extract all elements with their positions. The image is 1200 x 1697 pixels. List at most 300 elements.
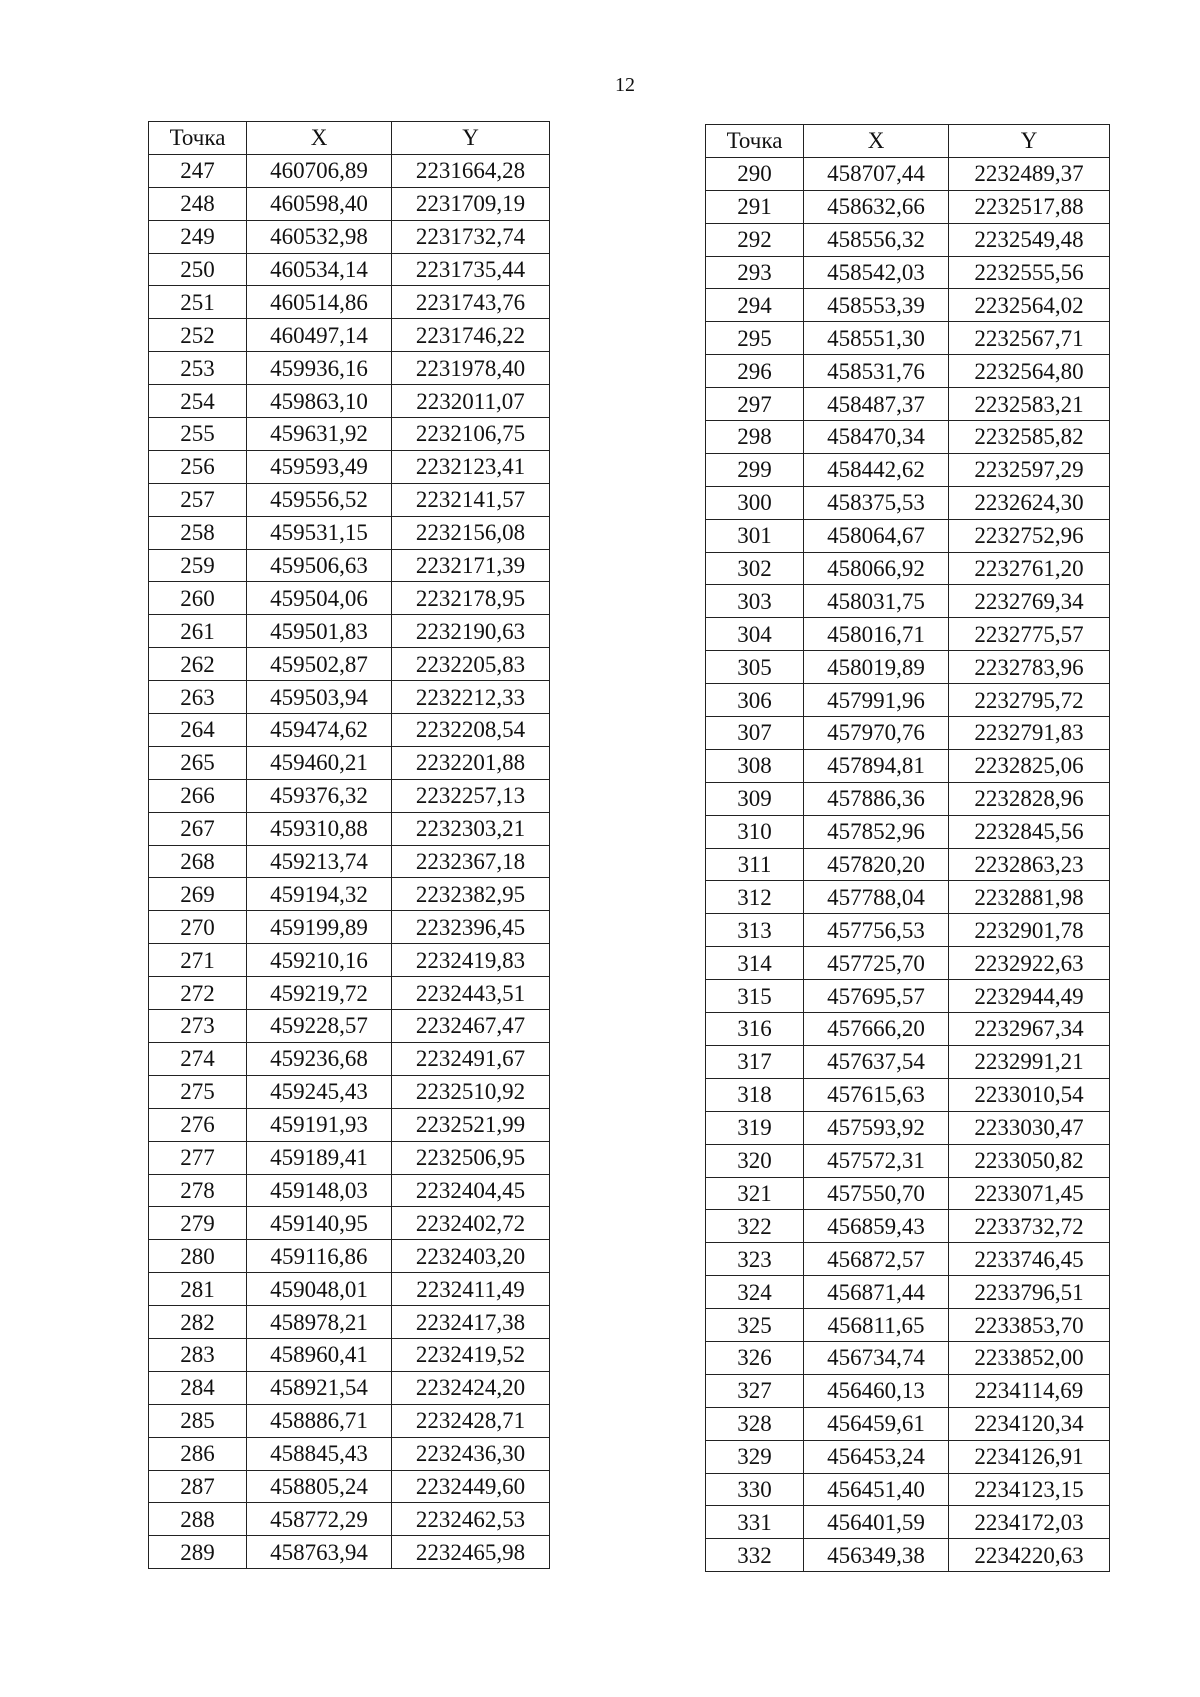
point-number: 285 <box>149 1404 247 1437</box>
table-row <box>706 618 1110 651</box>
table-row <box>706 1440 1110 1473</box>
x-coordinate: 459194,32 <box>247 878 392 911</box>
table-row <box>706 1539 1110 1572</box>
y-coordinate: 2232521,99 <box>392 1108 550 1141</box>
table-row <box>706 848 1110 881</box>
point-number: 248 <box>149 187 247 220</box>
x-coordinate: 459460,21 <box>247 746 392 779</box>
y-coordinate: 2232567,71 <box>949 322 1110 355</box>
point-number: 272 <box>149 977 247 1010</box>
x-coordinate: 457572,31 <box>804 1144 949 1177</box>
point-number: 304 <box>706 618 804 651</box>
x-coordinate: 460514,86 <box>247 286 392 319</box>
y-coordinate: 2232303,21 <box>392 812 550 845</box>
y-coordinate: 2232624,30 <box>949 486 1110 519</box>
y-coordinate: 2231743,76 <box>392 286 550 319</box>
table-row <box>706 388 1110 421</box>
table-row <box>706 651 1110 684</box>
y-coordinate: 2233010,54 <box>949 1078 1110 1111</box>
x-coordinate: 458031,75 <box>804 585 949 618</box>
x-coordinate: 456872,57 <box>804 1243 949 1276</box>
y-coordinate: 2232205,83 <box>392 648 550 681</box>
table-row <box>149 1174 550 1207</box>
x-coordinate: 459376,32 <box>247 779 392 812</box>
x-coordinate: 459310,88 <box>247 812 392 845</box>
table-row <box>706 717 1110 750</box>
point-number: 309 <box>706 782 804 815</box>
point-number: 266 <box>149 779 247 812</box>
y-coordinate: 2232845,56 <box>949 815 1110 848</box>
table-row <box>149 1503 550 1536</box>
table-row <box>149 1010 550 1043</box>
x-coordinate: 459502,87 <box>247 648 392 681</box>
y-coordinate: 2232443,51 <box>392 977 550 1010</box>
x-coordinate: 459556,52 <box>247 483 392 516</box>
x-coordinate: 458921,54 <box>247 1371 392 1404</box>
point-number: 249 <box>149 220 247 253</box>
point-number: 281 <box>149 1273 247 1306</box>
table-row <box>149 845 550 878</box>
x-coordinate: 457637,54 <box>804 1045 949 1078</box>
point-number: 322 <box>706 1210 804 1243</box>
table-row <box>706 157 1110 190</box>
point-number: 300 <box>706 486 804 519</box>
x-coordinate: 458763,94 <box>247 1536 392 1569</box>
y-coordinate: 2232783,96 <box>949 651 1110 684</box>
point-number: 296 <box>706 355 804 388</box>
table-row <box>706 1177 1110 1210</box>
point-number: 279 <box>149 1207 247 1240</box>
x-coordinate: 457886,36 <box>804 782 949 815</box>
x-coordinate: 460532,98 <box>247 220 392 253</box>
table-row <box>149 516 550 549</box>
table-row <box>706 1045 1110 1078</box>
y-coordinate: 2233746,45 <box>949 1243 1110 1276</box>
point-number: 282 <box>149 1306 247 1339</box>
point-number: 271 <box>149 944 247 977</box>
table-row <box>706 552 1110 585</box>
y-coordinate: 2231978,40 <box>392 352 550 385</box>
point-number: 319 <box>706 1111 804 1144</box>
y-coordinate: 2232257,13 <box>392 779 550 812</box>
header-x: X <box>247 122 392 155</box>
point-number: 255 <box>149 418 247 451</box>
y-coordinate: 2232564,80 <box>949 355 1110 388</box>
table-row <box>706 749 1110 782</box>
x-coordinate: 458375,53 <box>804 486 949 519</box>
table-row <box>706 881 1110 914</box>
y-coordinate: 2233853,70 <box>949 1309 1110 1342</box>
table-row <box>149 1536 550 1569</box>
point-number: 321 <box>706 1177 804 1210</box>
x-coordinate: 459245,43 <box>247 1075 392 1108</box>
x-coordinate: 459474,62 <box>247 714 392 747</box>
y-coordinate: 2232212,33 <box>392 681 550 714</box>
point-number: 259 <box>149 549 247 582</box>
table-row <box>149 352 550 385</box>
table-row <box>706 947 1110 980</box>
point-number: 299 <box>706 453 804 486</box>
point-number: 311 <box>706 848 804 881</box>
table-row <box>149 1470 550 1503</box>
table-row <box>706 1341 1110 1374</box>
table-row <box>149 1437 550 1470</box>
x-coordinate: 456453,24 <box>804 1440 949 1473</box>
table-row <box>706 190 1110 223</box>
y-coordinate: 2233050,82 <box>949 1144 1110 1177</box>
point-number: 323 <box>706 1243 804 1276</box>
x-coordinate: 458531,76 <box>804 355 949 388</box>
table-row <box>149 812 550 845</box>
x-coordinate: 459631,92 <box>247 418 392 451</box>
point-number: 267 <box>149 812 247 845</box>
point-number: 292 <box>706 223 804 256</box>
x-coordinate: 459504,06 <box>247 582 392 615</box>
x-coordinate: 457593,92 <box>804 1111 949 1144</box>
x-coordinate: 456811,65 <box>804 1309 949 1342</box>
y-coordinate: 2232208,54 <box>392 714 550 747</box>
table-row <box>149 1371 550 1404</box>
x-coordinate: 459116,86 <box>247 1240 392 1273</box>
point-number: 278 <box>149 1174 247 1207</box>
table-row <box>706 1013 1110 1046</box>
x-coordinate: 459506,63 <box>247 549 392 582</box>
x-coordinate: 459863,10 <box>247 385 392 418</box>
point-number: 270 <box>149 911 247 944</box>
header-point: Точка <box>149 122 247 155</box>
x-coordinate: 459189,41 <box>247 1141 392 1174</box>
table-row <box>706 421 1110 454</box>
x-coordinate: 458064,67 <box>804 519 949 552</box>
y-coordinate: 2233030,47 <box>949 1111 1110 1144</box>
table-row <box>149 648 550 681</box>
y-coordinate: 2232419,52 <box>392 1338 550 1371</box>
table-row <box>149 582 550 615</box>
x-coordinate: 456349,38 <box>804 1539 949 1572</box>
point-number: 330 <box>706 1473 804 1506</box>
x-coordinate: 460706,89 <box>247 154 392 187</box>
point-number: 320 <box>706 1144 804 1177</box>
x-coordinate: 458805,24 <box>247 1470 392 1503</box>
point-number: 283 <box>149 1338 247 1371</box>
x-coordinate: 456451,40 <box>804 1473 949 1506</box>
y-coordinate: 2232825,06 <box>949 749 1110 782</box>
point-number: 303 <box>706 585 804 618</box>
table-row <box>706 355 1110 388</box>
y-coordinate: 2232944,49 <box>949 980 1110 1013</box>
y-coordinate: 2233732,72 <box>949 1210 1110 1243</box>
y-coordinate: 2232585,82 <box>949 421 1110 454</box>
y-coordinate: 2232011,07 <box>392 385 550 418</box>
x-coordinate: 459936,16 <box>247 352 392 385</box>
table-row <box>149 319 550 352</box>
x-coordinate: 458066,92 <box>804 552 949 585</box>
y-coordinate: 2232178,95 <box>392 582 550 615</box>
x-coordinate: 458556,32 <box>804 223 949 256</box>
point-number: 287 <box>149 1470 247 1503</box>
table-row <box>149 1141 550 1174</box>
table-row <box>706 1407 1110 1440</box>
y-coordinate: 2232881,98 <box>949 881 1110 914</box>
table-row <box>706 1506 1110 1539</box>
y-coordinate: 2232171,39 <box>392 549 550 582</box>
table-row <box>706 1473 1110 1506</box>
x-coordinate: 456401,59 <box>804 1506 949 1539</box>
table-row <box>149 1338 550 1371</box>
x-coordinate: 456859,43 <box>804 1210 949 1243</box>
x-coordinate: 458470,34 <box>804 421 949 454</box>
x-coordinate: 459148,03 <box>247 1174 392 1207</box>
x-coordinate: 457991,96 <box>804 684 949 717</box>
header-x: X <box>804 125 949 158</box>
table-row <box>706 1078 1110 1111</box>
table-body <box>706 157 1110 1571</box>
x-coordinate: 457550,70 <box>804 1177 949 1210</box>
point-number: 314 <box>706 947 804 980</box>
y-coordinate: 2234220,63 <box>949 1539 1110 1572</box>
y-coordinate: 2232752,96 <box>949 519 1110 552</box>
x-coordinate: 458707,44 <box>804 157 949 190</box>
point-number: 273 <box>149 1010 247 1043</box>
table-row <box>706 1243 1110 1276</box>
y-coordinate: 2232156,08 <box>392 516 550 549</box>
point-number: 305 <box>706 651 804 684</box>
y-coordinate: 2232403,20 <box>392 1240 550 1273</box>
x-coordinate: 457852,96 <box>804 815 949 848</box>
y-coordinate: 2232106,75 <box>392 418 550 451</box>
point-number: 291 <box>706 190 804 223</box>
x-coordinate: 457894,81 <box>804 749 949 782</box>
table-row <box>149 220 550 253</box>
table-row <box>706 815 1110 848</box>
table-row <box>706 289 1110 322</box>
point-number: 275 <box>149 1075 247 1108</box>
x-coordinate: 456460,13 <box>804 1374 949 1407</box>
y-coordinate: 2232517,88 <box>949 190 1110 223</box>
y-coordinate: 2231732,74 <box>392 220 550 253</box>
y-coordinate: 2232828,96 <box>949 782 1110 815</box>
table-row <box>149 1404 550 1437</box>
y-coordinate: 2232791,83 <box>949 717 1110 750</box>
table-row <box>149 1075 550 1108</box>
point-number: 310 <box>706 815 804 848</box>
y-coordinate: 2232510,92 <box>392 1075 550 1108</box>
point-number: 256 <box>149 450 247 483</box>
table-row <box>149 549 550 582</box>
y-coordinate: 2232761,20 <box>949 552 1110 585</box>
point-number: 284 <box>149 1371 247 1404</box>
table-row <box>149 483 550 516</box>
x-coordinate: 459191,93 <box>247 1108 392 1141</box>
point-number: 326 <box>706 1341 804 1374</box>
point-number: 295 <box>706 322 804 355</box>
x-coordinate: 458487,37 <box>804 388 949 421</box>
table-row <box>149 911 550 944</box>
table-row <box>149 187 550 220</box>
x-coordinate: 459503,94 <box>247 681 392 714</box>
point-number: 329 <box>706 1440 804 1473</box>
table-row <box>706 1111 1110 1144</box>
y-coordinate: 2232428,71 <box>392 1404 550 1437</box>
x-coordinate: 458542,03 <box>804 256 949 289</box>
table-row <box>706 486 1110 519</box>
point-number: 254 <box>149 385 247 418</box>
point-number: 289 <box>149 1536 247 1569</box>
table-row <box>149 1207 550 1240</box>
x-coordinate: 459219,72 <box>247 977 392 1010</box>
x-coordinate: 457695,57 <box>804 980 949 1013</box>
point-number: 280 <box>149 1240 247 1273</box>
table-header-row <box>706 125 1110 158</box>
point-number: 257 <box>149 483 247 516</box>
point-number: 317 <box>706 1045 804 1078</box>
table-row <box>706 256 1110 289</box>
point-number: 307 <box>706 717 804 750</box>
x-coordinate: 458632,66 <box>804 190 949 223</box>
point-number: 290 <box>706 157 804 190</box>
y-coordinate: 2233852,00 <box>949 1341 1110 1374</box>
x-coordinate: 457725,70 <box>804 947 949 980</box>
table-row <box>149 746 550 779</box>
table-row <box>706 519 1110 552</box>
x-coordinate: 458772,29 <box>247 1503 392 1536</box>
y-coordinate: 2232123,41 <box>392 450 550 483</box>
y-coordinate: 2232863,23 <box>949 848 1110 881</box>
x-coordinate: 459210,16 <box>247 944 392 977</box>
point-number: 247 <box>149 154 247 187</box>
x-coordinate: 459048,01 <box>247 1273 392 1306</box>
y-coordinate: 2233071,45 <box>949 1177 1110 1210</box>
point-number: 298 <box>706 421 804 454</box>
point-number: 293 <box>706 256 804 289</box>
table-row <box>149 681 550 714</box>
coordinates-table-right <box>705 124 1110 1572</box>
header-y: Y <box>949 125 1110 158</box>
x-coordinate: 459140,95 <box>247 1207 392 1240</box>
x-coordinate: 459213,74 <box>247 845 392 878</box>
y-coordinate: 2232967,34 <box>949 1013 1110 1046</box>
table-row <box>706 1374 1110 1407</box>
x-coordinate: 457970,76 <box>804 717 949 750</box>
point-number: 315 <box>706 980 804 1013</box>
y-coordinate: 2232367,18 <box>392 845 550 878</box>
table-row <box>149 1042 550 1075</box>
header-y: Y <box>392 122 550 155</box>
point-number: 260 <box>149 582 247 615</box>
y-coordinate: 2232549,48 <box>949 223 1110 256</box>
table-row <box>706 322 1110 355</box>
y-coordinate: 2232382,95 <box>392 878 550 911</box>
table-row <box>149 1240 550 1273</box>
x-coordinate: 458886,71 <box>247 1404 392 1437</box>
y-coordinate: 2232404,45 <box>392 1174 550 1207</box>
y-coordinate: 2232449,60 <box>392 1470 550 1503</box>
x-coordinate: 459236,68 <box>247 1042 392 1075</box>
y-coordinate: 2232506,95 <box>392 1141 550 1174</box>
point-number: 251 <box>149 286 247 319</box>
point-number: 318 <box>706 1078 804 1111</box>
page-number: 12 <box>615 74 635 96</box>
y-coordinate: 2232462,53 <box>392 1503 550 1536</box>
point-number: 261 <box>149 615 247 648</box>
table-row <box>149 878 550 911</box>
y-coordinate: 2232419,83 <box>392 944 550 977</box>
point-number: 252 <box>149 319 247 352</box>
y-coordinate: 2232564,02 <box>949 289 1110 322</box>
table-row <box>149 385 550 418</box>
table-row <box>706 223 1110 256</box>
point-number: 288 <box>149 1503 247 1536</box>
point-number: 301 <box>706 519 804 552</box>
table-row <box>706 1309 1110 1342</box>
y-coordinate: 2231735,44 <box>392 253 550 286</box>
y-coordinate: 2232775,57 <box>949 618 1110 651</box>
x-coordinate: 459531,15 <box>247 516 392 549</box>
point-number: 328 <box>706 1407 804 1440</box>
point-number: 297 <box>706 388 804 421</box>
y-coordinate: 2231709,19 <box>392 187 550 220</box>
y-coordinate: 2234120,34 <box>949 1407 1110 1440</box>
y-coordinate: 2232465,98 <box>392 1536 550 1569</box>
point-number: 332 <box>706 1539 804 1572</box>
point-number: 250 <box>149 253 247 286</box>
x-coordinate: 458960,41 <box>247 1338 392 1371</box>
y-coordinate: 2232396,45 <box>392 911 550 944</box>
point-number: 294 <box>706 289 804 322</box>
y-coordinate: 2234123,15 <box>949 1473 1110 1506</box>
point-number: 331 <box>706 1506 804 1539</box>
point-number: 286 <box>149 1437 247 1470</box>
x-coordinate: 460497,14 <box>247 319 392 352</box>
y-coordinate: 2232201,88 <box>392 746 550 779</box>
x-coordinate: 456459,61 <box>804 1407 949 1440</box>
point-number: 265 <box>149 746 247 779</box>
point-number: 313 <box>706 914 804 947</box>
x-coordinate: 457820,20 <box>804 848 949 881</box>
point-number: 316 <box>706 1013 804 1046</box>
y-coordinate: 2233796,51 <box>949 1276 1110 1309</box>
x-coordinate: 457615,63 <box>804 1078 949 1111</box>
x-coordinate: 458845,43 <box>247 1437 392 1470</box>
point-number: 327 <box>706 1374 804 1407</box>
table-row <box>149 418 550 451</box>
y-coordinate: 2232901,78 <box>949 914 1110 947</box>
y-coordinate: 2232922,63 <box>949 947 1110 980</box>
x-coordinate: 458553,39 <box>804 289 949 322</box>
point-number: 264 <box>149 714 247 747</box>
y-coordinate: 2232597,29 <box>949 453 1110 486</box>
x-coordinate: 460534,14 <box>247 253 392 286</box>
point-number: 306 <box>706 684 804 717</box>
table-row <box>706 782 1110 815</box>
x-coordinate: 460598,40 <box>247 187 392 220</box>
table-row <box>706 585 1110 618</box>
y-coordinate: 2232583,21 <box>949 388 1110 421</box>
table-row <box>149 1306 550 1339</box>
table-row <box>706 1210 1110 1243</box>
point-number: 276 <box>149 1108 247 1141</box>
y-coordinate: 2232402,72 <box>392 1207 550 1240</box>
point-number: 302 <box>706 552 804 585</box>
point-number: 325 <box>706 1309 804 1342</box>
y-coordinate: 2232141,57 <box>392 483 550 516</box>
y-coordinate: 2232190,63 <box>392 615 550 648</box>
table-row <box>149 779 550 812</box>
point-number: 312 <box>706 881 804 914</box>
x-coordinate: 456871,44 <box>804 1276 949 1309</box>
point-number: 308 <box>706 749 804 782</box>
point-number: 324 <box>706 1276 804 1309</box>
